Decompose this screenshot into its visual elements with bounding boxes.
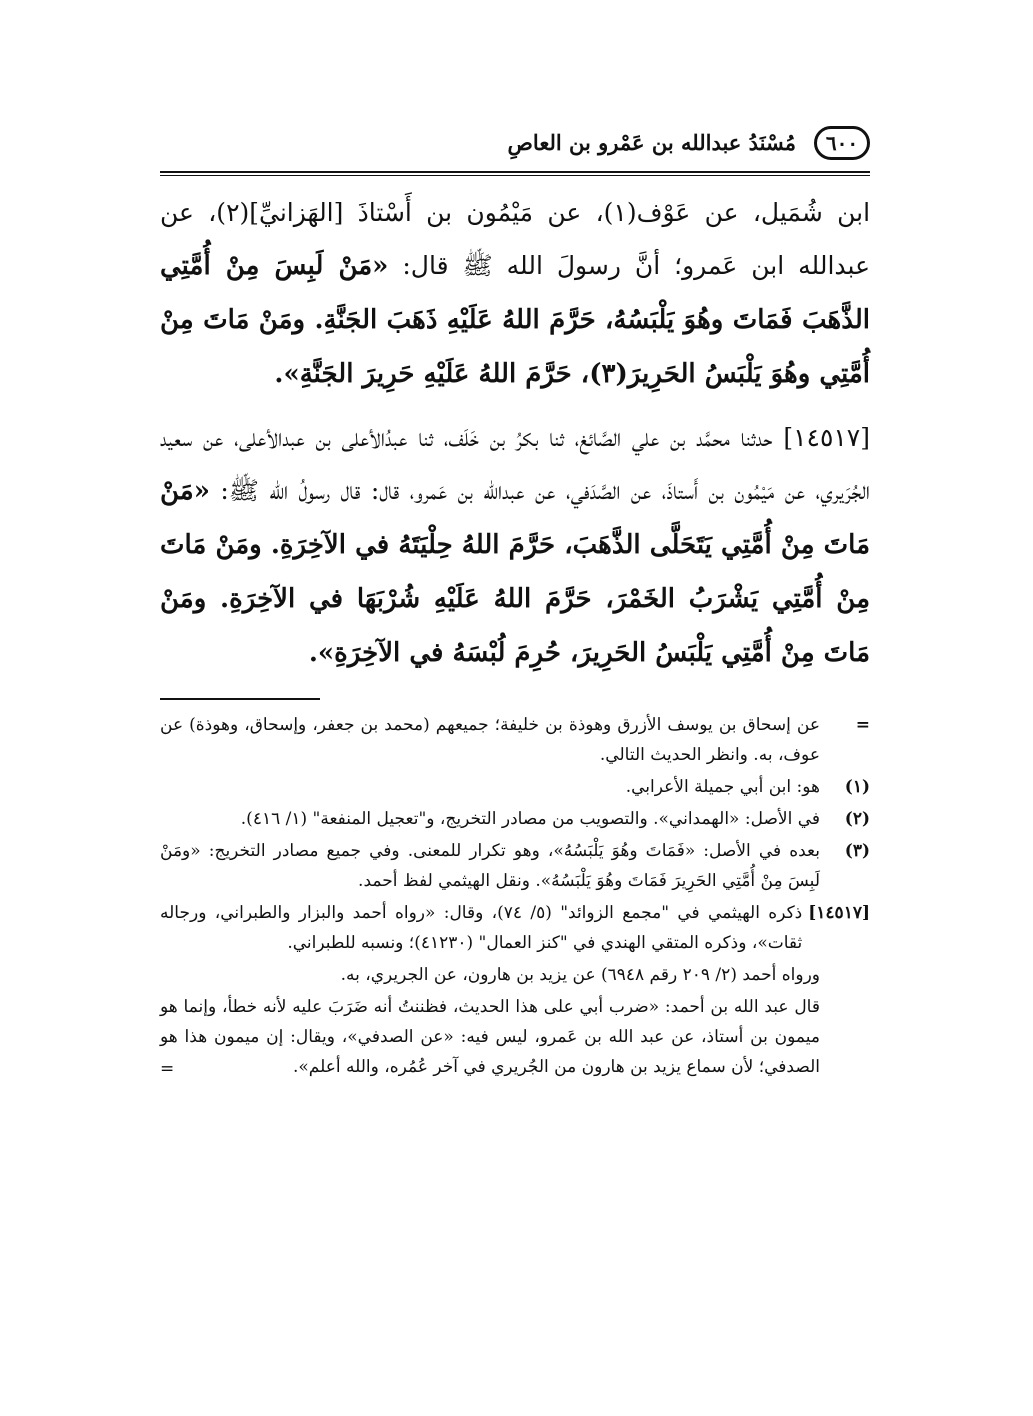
- footnotes: [160, 710, 870, 1084]
- footnote-1: [160, 772, 870, 802]
- paragraph-1: [160, 186, 870, 401]
- footnote-3: [160, 836, 870, 896]
- footnote-text: عن إسحاق بن يوسف الأزرق وهوذة بن خليفة؛ جميعهم (محمد بن جعفر، وإسحاق، وهوذة) عن عوف، به. وانظر الحديث التالي.: [160, 715, 820, 765]
- paragraph-2-hadith: «مَنْ مَاتَ مِنْ أُمَّتِي يَتَحَلَّى الذَّهَبَ، حَرَّمَ اللهُ حِلْيَتَهُ في الآخِرَةِ. ومَنْ مَاتَ مِنْ أُمَّتِي يَشْرَبُ الخَمْرَ، حَرَّمَ اللهُ عَلَيْهِ شُرْبَهَا في الآخِرَةِ. ومَنْ مَاتَ مِنْ أُمَّتِي يَلْبَسُ الحَرِيرَ، حُرِمَ لُبْسَهُ في الآخِرَةِ».: [160, 476, 870, 668]
- footnote-continuation: [160, 710, 870, 770]
- footnote-hadith-14517-continued: [160, 960, 870, 1084]
- footnote-text: قال عبد الله بن أحمد: «ضرب أبي على هذا الحديث، فظننتُ أنه ضَرَبَ عليه لأنه خطأ، وإنما هو ميمون بن أستاذ، عن عبد الله بن عَمرو، ليس فيه: «عن الصدفي»، ويقال: إن ميمون هذا هو الصدفي؛ لأن سماع يزيد بن هارون من الجُريري في آخر عُمُره، والله أعلم».: [160, 997, 820, 1077]
- footnote-mark: =: [855, 715, 870, 735]
- continuation-mark: =: [160, 1059, 175, 1079]
- page-number: ٦٠٠: [814, 126, 870, 160]
- footnote-mark: (٢): [844, 809, 870, 829]
- main-text: [160, 186, 870, 680]
- document-page: [160, 118, 870, 1084]
- footnote-mark: [١٤٥١٧]: [808, 903, 870, 923]
- footnote-text: في الأصل: «الهمداني». والتصويب من مصادر التخريج، و"تعجيل المنفعة" (١/ ٤١٦).: [240, 809, 820, 829]
- header-rule: [160, 171, 870, 176]
- footnote-separator: [160, 698, 320, 700]
- footnote-hadith-14517: [160, 898, 870, 958]
- running-title: مُسْنَدُ عبدالله بن عَمْرو بن العاصِ: [507, 130, 796, 155]
- footnote-text: هو: ابن أبي جميلة الأعرابي.: [625, 777, 820, 797]
- footnote-mark: (٣): [844, 841, 870, 861]
- paragraph-2-isnad: [١٤٥١٧] حدثنا محمَّد بن علي الصَّائغ، ثنا بكرُ بن خَلَف، ثنا عبدُالأعلى بن عبدالأعلى، عن سعيد الجُرَيري، عن مَيْمُون بن أَستاذَ، عن الصَّدَفي، عن عبدالله بن عَمرو، قال: قال رسولُ الله ﷺ:: [160, 423, 870, 505]
- footnote-text: ذكره الهيثمي في "مجمع الزوائد" (٥/ ٧٤)، وقال: «رواه أحمد والبزار والطبراني، ورجاله ثقات»، وذكره المتقي الهندي في "كنز العمال" (٤١٢٣٠)؛ ونسبه للطبراني.: [160, 903, 803, 953]
- footnote-text: بعده في الأصل: «فَمَاتَ وهُوَ يَلْبَسُهُ»، وهو تكرار للمعنى. وفي جميع مصادر التخريج: «ومَنْ لَبِسَ مِنْ أُمَّتِي الحَرِيرَ فَمَاتَ وهُوَ يَلْبَسُهُ». ونقل الهيثمي لفظ أحمد.: [160, 841, 820, 891]
- paragraph-2: [160, 411, 870, 680]
- page-header: [160, 118, 870, 176]
- paragraph-1-isnad: ابن شُمَيل، عن عَوْف(١)، عن مَيْمُون بن أَسْتاذَ [الهَزانيِّ](٢)، عن عبدالله ابن عَمرو؛ أنَّ رسولَ الله ﷺ قال:: [160, 198, 871, 280]
- footnote-2: [160, 804, 870, 834]
- footnote-text: ورواه أحمد (٢/ ٢٠٩ رقم ٦٩٤٨) عن يزيد بن هارون، عن الجريري، به.: [340, 965, 820, 985]
- paragraph-1-hadith: «مَنْ لَبِسَ مِنْ أُمَّتِي الذَّهَبَ فَمَاتَ وهُوَ يَلْبَسُهُ، حَرَّمَ اللهُ عَلَيْهِ ذَهَبَ الجَنَّةِ. ومَنْ مَاتَ مِنْ أُمَّتِي وهُوَ يَلْبَسُ الحَرِيرَ(٣)، حَرَّمَ اللهُ عَلَيْهِ حَرِيرَ الجَنَّةِ».: [160, 251, 870, 389]
- footnote-mark: (١): [844, 777, 870, 797]
